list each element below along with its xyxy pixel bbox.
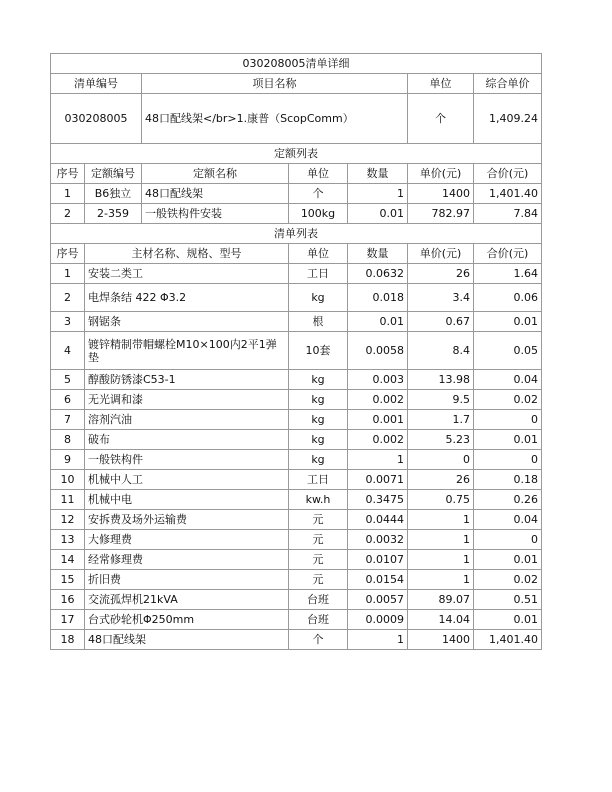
bill-price: 1,409.24 (474, 94, 542, 144)
material-qty: 0.01 (348, 312, 408, 332)
material-name: 48口配线架 (85, 630, 289, 650)
material-unit-price: 8.4 (408, 332, 474, 370)
material-name: 无光调和漆 (85, 390, 289, 410)
material-unit: kg (289, 370, 348, 390)
material-name: 安拆费及场外运输费 (85, 510, 289, 530)
material-unit-price: 3.4 (408, 284, 474, 312)
material-seq: 15 (51, 570, 85, 590)
material-unit-price: 0 (408, 450, 474, 470)
material-unit: 台班 (289, 590, 348, 610)
material-unit: 元 (289, 570, 348, 590)
quota-table (50, 143, 542, 224)
quota-qty: 0.01 (348, 204, 408, 224)
material-seq: 3 (51, 312, 85, 332)
material-unit-price: 26 (408, 264, 474, 284)
material-total: 0.18 (474, 470, 542, 490)
material-unit: kg (289, 410, 348, 430)
table-row (51, 284, 542, 312)
material-unit: 个 (289, 630, 348, 650)
material-seq: 4 (51, 332, 85, 370)
material-total: 0.26 (474, 490, 542, 510)
material-qty: 0.003 (348, 370, 408, 390)
material-seq: 6 (51, 390, 85, 410)
material-total: 0.02 (474, 390, 542, 410)
quota-seq: 2 (51, 204, 85, 224)
quota-total: 7.84 (474, 204, 542, 224)
material-unit: kg (289, 390, 348, 410)
material-name: 机械中电 (85, 490, 289, 510)
material-name: 大修理费 (85, 530, 289, 550)
material-unit: kg (289, 430, 348, 450)
table-row (51, 312, 542, 332)
quota-col-header: 定额编号 (85, 164, 142, 184)
quota-col-header: 单价(元) (408, 164, 474, 184)
quota-name: 一般铁构件安装 (142, 204, 289, 224)
material-name: 一般铁构件 (85, 450, 289, 470)
material-unit: 台班 (289, 610, 348, 630)
table-row (51, 550, 542, 570)
material-name: 安装二类工 (85, 264, 289, 284)
material-name: 镀锌精制带帽螺栓M10×100内2平1弹垫 (85, 332, 289, 370)
material-qty: 0.0154 (348, 570, 408, 590)
bill-code: 030208005 (51, 94, 142, 144)
table-row (51, 510, 542, 530)
material-name: 折旧费 (85, 570, 289, 590)
material-unit: 10套 (289, 332, 348, 370)
quota-unit-price: 1400 (408, 184, 474, 204)
header-label-code: 清单编号 (51, 74, 142, 94)
table-row (51, 204, 542, 224)
material-unit-price: 1 (408, 530, 474, 550)
material-unit-price: 13.98 (408, 370, 474, 390)
quota-section-title: 定额列表 (51, 144, 542, 164)
material-name: 交流孤焊机21kVA (85, 590, 289, 610)
material-total: 0.02 (474, 570, 542, 590)
material-qty: 0.002 (348, 390, 408, 410)
table-row (51, 530, 542, 550)
page-title: 030208005清单详细 (51, 54, 542, 74)
quota-col-header: 序号 (51, 164, 85, 184)
material-unit-price: 0.75 (408, 490, 474, 510)
materials-col-header: 单位 (289, 244, 348, 264)
material-unit: 元 (289, 510, 348, 530)
material-qty: 1 (348, 630, 408, 650)
material-seq: 13 (51, 530, 85, 550)
table-row (51, 264, 542, 284)
materials-table (50, 223, 542, 650)
material-unit-price: 1.7 (408, 410, 474, 430)
material-seq: 7 (51, 410, 85, 430)
materials-col-header: 合价(元) (474, 244, 542, 264)
material-name: 台式砂轮机Φ250mm (85, 610, 289, 630)
quota-col-header: 合价(元) (474, 164, 542, 184)
quota-seq: 1 (51, 184, 85, 204)
material-total: 0 (474, 530, 542, 550)
material-qty: 1 (348, 450, 408, 470)
header-label-price: 综合单价 (474, 74, 542, 94)
quota-col-header: 定额名称 (142, 164, 289, 184)
material-name: 钢锯条 (85, 312, 289, 332)
material-qty: 0.018 (348, 284, 408, 312)
material-qty: 0.0032 (348, 530, 408, 550)
table-row (51, 390, 542, 410)
materials-section-title: 清单列表 (51, 224, 542, 244)
material-seq: 12 (51, 510, 85, 530)
material-total: 1.64 (474, 264, 542, 284)
material-name: 溶剂汽油 (85, 410, 289, 430)
material-unit: 元 (289, 530, 348, 550)
material-seq: 9 (51, 450, 85, 470)
material-unit: 元 (289, 550, 348, 570)
quota-code: 2-359 (85, 204, 142, 224)
table-row (51, 450, 542, 470)
material-qty: 0.0057 (348, 590, 408, 610)
table-row (51, 590, 542, 610)
quota-qty: 1 (348, 184, 408, 204)
material-qty: 0.001 (348, 410, 408, 430)
table-row (51, 630, 542, 650)
quota-col-header: 单位 (289, 164, 348, 184)
material-unit-price: 14.04 (408, 610, 474, 630)
material-total: 0.01 (474, 550, 542, 570)
material-unit: kg (289, 284, 348, 312)
quota-unit: 100kg (289, 204, 348, 224)
material-total: 0.01 (474, 312, 542, 332)
material-unit: 根 (289, 312, 348, 332)
material-total: 0.01 (474, 430, 542, 450)
material-unit-price: 1 (408, 570, 474, 590)
material-unit-price: 1400 (408, 630, 474, 650)
quota-unit-price: 782.97 (408, 204, 474, 224)
material-seq: 16 (51, 590, 85, 610)
materials-col-header: 数量 (348, 244, 408, 264)
table-row (51, 610, 542, 630)
material-seq: 18 (51, 630, 85, 650)
table-row (51, 410, 542, 430)
material-total: 0.01 (474, 610, 542, 630)
material-name: 破布 (85, 430, 289, 450)
material-seq: 2 (51, 284, 85, 312)
header-label-name: 项目名称 (142, 74, 408, 94)
header-label-unit: 单位 (408, 74, 474, 94)
material-qty: 0.0107 (348, 550, 408, 570)
material-name: 电焊条结 422 Φ3.2 (85, 284, 289, 312)
bill-unit: 个 (408, 94, 474, 144)
material-seq: 11 (51, 490, 85, 510)
table-row (51, 332, 542, 370)
bill-item-name: 48口配线架</br>1.康普（ScopComm） (142, 94, 408, 144)
quota-unit: 个 (289, 184, 348, 204)
material-unit: kg (289, 450, 348, 470)
material-unit-price: 1 (408, 510, 474, 530)
material-unit-price: 9.5 (408, 390, 474, 410)
material-unit-price: 89.07 (408, 590, 474, 610)
material-seq: 1 (51, 264, 85, 284)
material-name: 醇酸防锈漆C53-1 (85, 370, 289, 390)
material-total: 0.04 (474, 510, 542, 530)
material-name: 经常修理费 (85, 550, 289, 570)
material-name: 机械中人工 (85, 470, 289, 490)
quota-total: 1,401.40 (474, 184, 542, 204)
material-seq: 5 (51, 370, 85, 390)
material-unit-price: 26 (408, 470, 474, 490)
material-total: 0 (474, 410, 542, 430)
table-row (51, 370, 542, 390)
material-unit: 工日 (289, 470, 348, 490)
materials-col-header: 序号 (51, 244, 85, 264)
table-row (51, 430, 542, 450)
quota-code: B6独立 (85, 184, 142, 204)
material-qty: 0.0009 (348, 610, 408, 630)
bill-header-table (50, 53, 542, 144)
materials-col-header: 主材名称、规格、型号 (85, 244, 289, 264)
material-qty: 0.0444 (348, 510, 408, 530)
material-qty: 0.0632 (348, 264, 408, 284)
material-qty: 0.002 (348, 430, 408, 450)
material-total: 1,401.40 (474, 630, 542, 650)
material-unit-price: 5.23 (408, 430, 474, 450)
material-unit: 工日 (289, 264, 348, 284)
table-row (51, 490, 542, 510)
material-qty: 0.3475 (348, 490, 408, 510)
table-row (51, 570, 542, 590)
quota-name: 48口配线架 (142, 184, 289, 204)
material-total: 0.06 (474, 284, 542, 312)
material-seq: 8 (51, 430, 85, 450)
material-seq: 17 (51, 610, 85, 630)
material-total: 0.04 (474, 370, 542, 390)
material-seq: 14 (51, 550, 85, 570)
material-qty: 0.0058 (348, 332, 408, 370)
material-total: 0.05 (474, 332, 542, 370)
material-unit: kw.h (289, 490, 348, 510)
materials-col-header: 单价(元) (408, 244, 474, 264)
material-unit-price: 0.67 (408, 312, 474, 332)
table-row (51, 184, 542, 204)
material-total: 0.51 (474, 590, 542, 610)
material-seq: 10 (51, 470, 85, 490)
table-row (51, 470, 542, 490)
material-unit-price: 1 (408, 550, 474, 570)
material-qty: 0.0071 (348, 470, 408, 490)
material-total: 0 (474, 450, 542, 470)
quota-col-header: 数量 (348, 164, 408, 184)
